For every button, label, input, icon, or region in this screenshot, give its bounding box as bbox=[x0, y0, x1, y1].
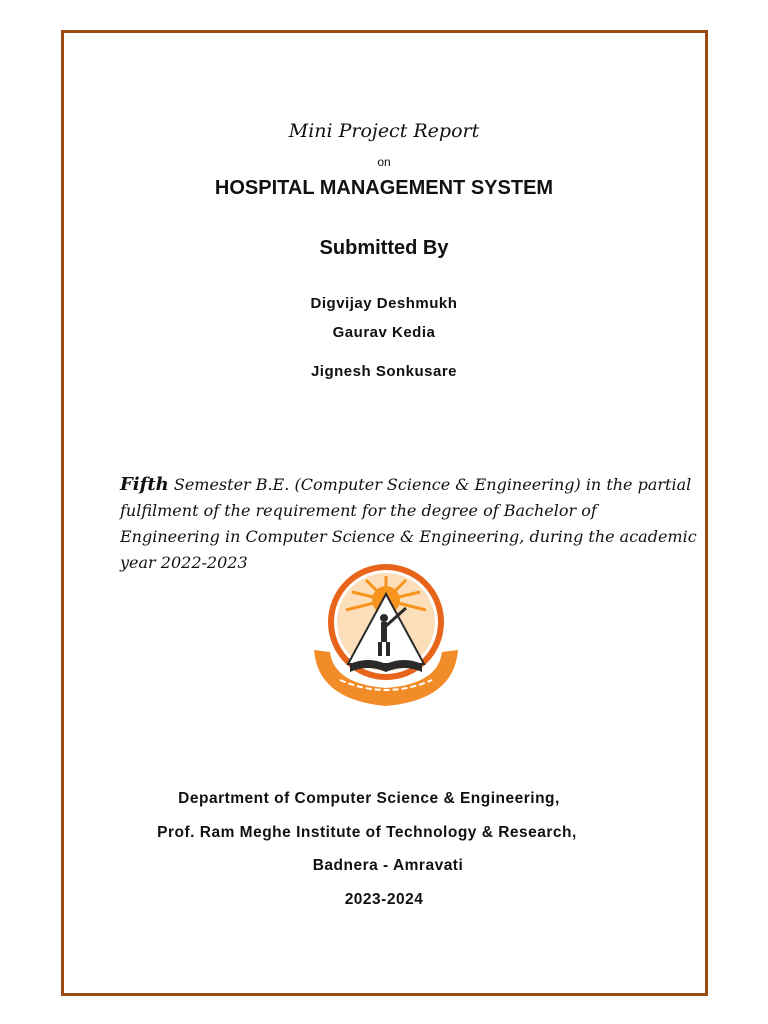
university-emblem-icon bbox=[310, 560, 462, 710]
semester-text: Semester B.E. (Computer Science & Engineering) in the partial bbox=[168, 475, 692, 494]
report-type: Mini Project Report bbox=[288, 120, 480, 142]
academic-year: 2023-2024 bbox=[344, 891, 424, 908]
submitted-by-heading: Submitted By bbox=[319, 237, 449, 259]
author-name: Digvijay Deshmukh bbox=[310, 295, 458, 312]
semester-line: Engineering in Computer Science & Engineering, during the academic bbox=[120, 527, 697, 546]
institute-location: Badnera - Amravati bbox=[312, 857, 464, 874]
department-name: Department of Computer Science & Engineering, bbox=[178, 790, 560, 807]
semester-line: fulfilment of the requirement for the degree of Bachelor of bbox=[120, 501, 597, 520]
author-name: Jignesh Sonkusare bbox=[310, 363, 458, 380]
semester-lead: Fifth bbox=[120, 474, 169, 495]
author-name: Gaurav Kedia bbox=[332, 324, 436, 341]
on-text: on bbox=[377, 155, 391, 169]
semester-line bbox=[120, 472, 692, 498]
semester-line: year 2022-2023 bbox=[120, 553, 248, 572]
institute-name: Prof. Ram Meghe Institute of Technology & Research, bbox=[157, 824, 577, 841]
project-title: HOSPITAL MANAGEMENT SYSTEM bbox=[214, 177, 554, 199]
